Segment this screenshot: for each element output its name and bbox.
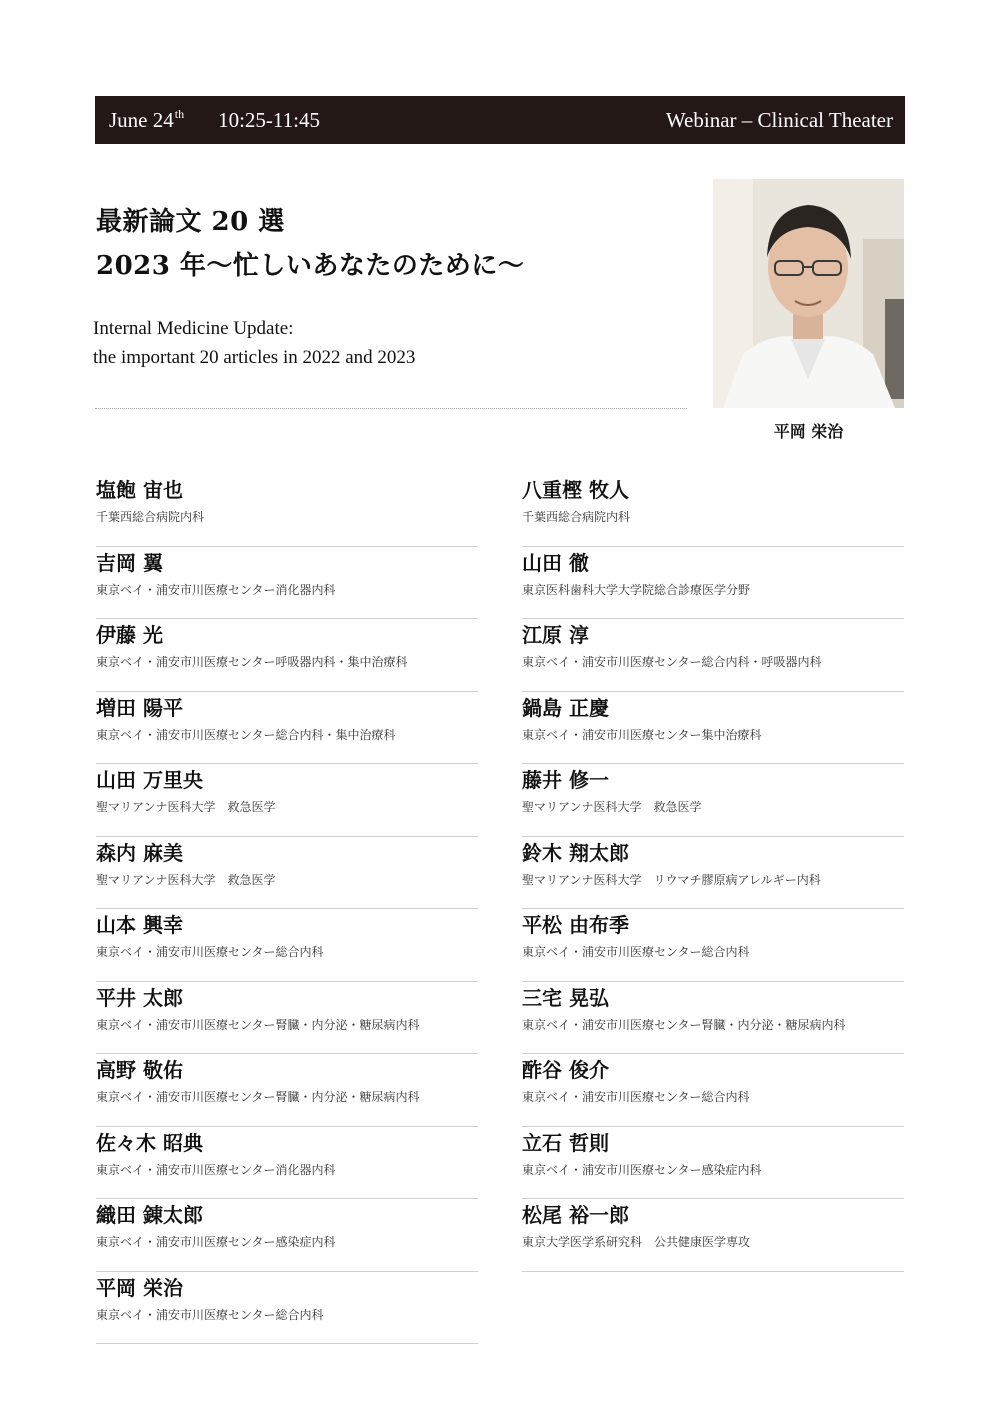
speaker-name: 鈴木 翔太郎	[522, 840, 629, 865]
speaker-entry	[522, 837, 904, 910]
speaker-affiliation: 東京ベイ・浦安市川医療センター総合内科	[96, 945, 324, 959]
speaker-name: 鍋島 正慶	[522, 695, 609, 720]
speaker-affiliation: 聖マリアンナ医科大学 リウマチ膠原病アレルギー内科	[522, 872, 821, 887]
speaker-entry	[96, 619, 478, 692]
speaker-affiliation: 東京ベイ・浦安市川医療センター消化器内科	[96, 1162, 336, 1177]
speaker-entry	[96, 982, 478, 1055]
speaker-name: 平松 由布季	[522, 913, 629, 937]
speaker-affiliation: 聖マリアンナ医科大学 救急医学	[522, 800, 702, 814]
speaker-photo	[713, 179, 904, 408]
speaker-name: 江原 淳	[522, 623, 589, 647]
speaker-entry	[522, 909, 904, 982]
date-ordinal-suffix: th	[174, 107, 185, 121]
speaker-affiliation: 東京ベイ・浦安市川医療センター呼吸器内科・集中治療科	[96, 655, 408, 669]
speaker-name: 藤井 修一	[522, 768, 609, 792]
speaker-entry	[96, 909, 478, 982]
speaker-affiliation: 東京ベイ・浦安市川医療センター総合内科	[96, 1307, 324, 1322]
speaker-affiliation: 東京ベイ・浦安市川医療センター感染症内科	[522, 1162, 762, 1177]
speaker-affiliation: 東京ベイ・浦安市川医療センター腎臓・内分泌・糖尿病内科	[96, 1090, 420, 1104]
speaker-affiliation: 東京医科歯科大学大学院総合診療医学分野	[522, 582, 751, 597]
speaker-name: 山本 興幸	[96, 913, 183, 937]
title-japanese	[96, 200, 696, 288]
speaker-caption: 平岡 栄治	[773, 422, 844, 441]
speaker-affiliation: 東京ベイ・浦安市川医療センター総合内科・集中治療科	[96, 727, 396, 742]
speaker-affiliation: 東京ベイ・浦安市川医療センター集中治療科	[522, 727, 762, 742]
speaker-affiliation: 千葉西総合病院内科	[96, 510, 205, 524]
speaker-affiliation: 東京ベイ・浦安市川医療センター総合内科	[522, 1090, 750, 1104]
speaker-entry	[96, 1127, 478, 1200]
speaker-affiliation: 東京ベイ・浦安市川医療センター感染症内科	[96, 1235, 336, 1249]
speaker-entry	[522, 619, 904, 692]
speaker-name: 平岡 栄治	[96, 1275, 183, 1300]
title-block	[93, 200, 696, 372]
session-time: 10:25-11:45	[218, 108, 320, 132]
title-en-line-1: Internal Medicine Update:	[93, 318, 294, 339]
speaker-affiliation: 東京ベイ・浦安市川医療センター腎臓・内分泌・糖尿病内科	[96, 1017, 420, 1032]
title-en-line-2: the important 20 articles in 2022 and 2023	[93, 347, 416, 368]
speaker-name: 三宅 晃弘	[522, 985, 609, 1010]
speaker-name: 塩飽 宙也	[96, 478, 183, 502]
title-ja-line-1: 最新論文 20 選	[96, 207, 285, 237]
speaker-affiliation: 千葉西総合病院内科	[522, 510, 631, 524]
speaker-entry	[96, 837, 478, 910]
speaker-entry	[522, 764, 904, 837]
speaker-entry	[96, 692, 478, 765]
session-datetime	[109, 107, 320, 133]
session-header-bar	[95, 96, 905, 144]
speaker-entry	[96, 547, 478, 620]
speaker-entry	[522, 1127, 904, 1200]
speaker-entry	[522, 692, 904, 765]
speaker-entry	[522, 547, 904, 620]
speaker-name: 立石 哲則	[522, 1130, 609, 1155]
speaker-list-left	[96, 474, 478, 1344]
title-english	[93, 314, 696, 372]
speaker-name: 山田 万里央	[96, 768, 203, 792]
speaker-affiliation: 東京大学医学系研究科 公共健康医学専攻	[522, 1235, 751, 1249]
speaker-entry	[522, 982, 904, 1055]
speaker-name: 松尾 裕一郎	[522, 1203, 629, 1227]
speaker-entry	[522, 1199, 904, 1272]
speaker-entry	[522, 474, 904, 547]
speaker-name: 八重樫 牧人	[522, 478, 629, 502]
speaker-affiliation: 東京ベイ・浦安市川医療センター総合内科・呼吸器内科	[522, 655, 822, 669]
speaker-entry	[96, 1199, 478, 1272]
speaker-entry	[522, 1054, 904, 1127]
speaker-entry	[96, 1272, 478, 1345]
speaker-name: 酢谷 俊介	[522, 1058, 609, 1082]
speaker-entry	[96, 1054, 478, 1127]
speaker-name: 織田 錬太郎	[96, 1203, 203, 1227]
session-name: Webinar – Clinical Theater	[665, 107, 893, 132]
title-ja-line-2: 2023 年〜忙しいあなたのために〜	[96, 251, 525, 281]
speaker-name: 佐々木 昭典	[96, 1130, 203, 1155]
speaker-name: 山田 徹	[522, 550, 589, 575]
session-date: June 24th	[109, 107, 185, 132]
speaker-name: 平井 太郎	[96, 985, 183, 1010]
section-divider	[95, 408, 687, 409]
speaker-affiliation: 聖マリアンナ医科大学 救急医学	[96, 872, 276, 887]
speaker-affiliation: 東京ベイ・浦安市川医療センター総合内科	[522, 945, 750, 959]
speaker-name: 吉岡 翼	[96, 550, 163, 575]
speaker-name: 伊藤 光	[96, 623, 163, 647]
speaker-list-right	[522, 474, 904, 1272]
speaker-name: 森内 麻美	[96, 840, 183, 865]
speaker-entry	[96, 474, 478, 547]
speaker-entry	[96, 764, 478, 837]
speaker-affiliation: 東京ベイ・浦安市川医療センター消化器内科	[96, 582, 336, 597]
speaker-name: 高野 敬佑	[96, 1058, 183, 1082]
speaker-name: 増田 陽平	[96, 695, 183, 720]
speaker-affiliation: 東京ベイ・浦安市川医療センター腎臓・内分泌・糖尿病内科	[522, 1017, 846, 1032]
speaker-affiliation: 聖マリアンナ医科大学 救急医学	[96, 800, 276, 814]
